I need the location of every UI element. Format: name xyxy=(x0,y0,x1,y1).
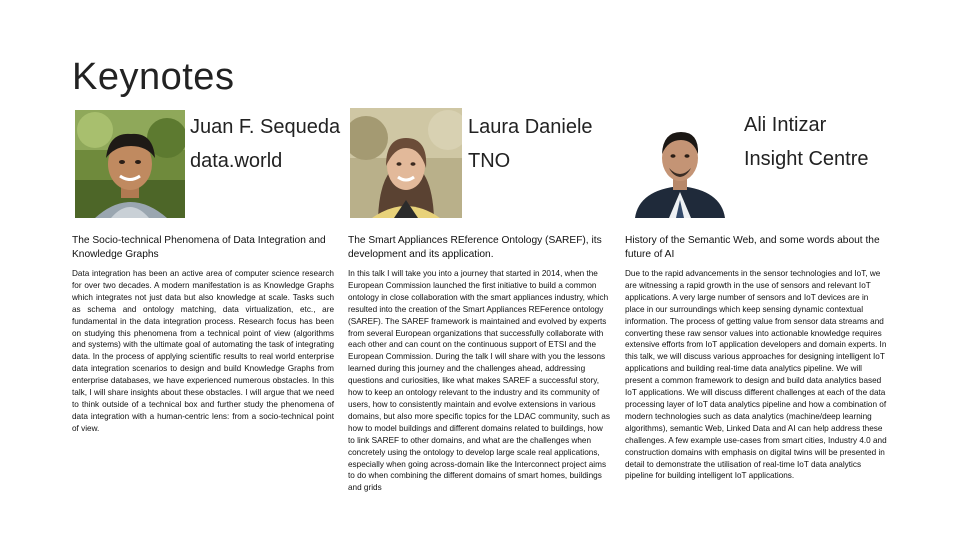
speaker-org-intizar: Insight Centre xyxy=(744,148,869,170)
speaker-name-intizar: Ali Intizar xyxy=(744,114,827,136)
portrait-photo-icon xyxy=(75,110,185,218)
speaker-photo-daniele xyxy=(350,108,462,218)
talk-abstract-daniele: In this talk I will take you into a journey that started in 2014, when the European Commission launched the first initiative to build a common ontology in close collaboration with the smart appliances industry, which resulted into the creation of the Smart Appliances REFerence ontology (SAREF). The SAREF framework is maintained and evolved by experts from several European organizations that successfully collaborate with each other and can count on the continuous support of ETSI and the European Commission. During the talk I will share with you the lessons learned during this journey and the challenges ahead, addressing questions and curiosities, like what makes SAREF a successful story, how to keep an ontology relevant to the industry and its community of users, how to consistently maintain and evolve extensions in various domains, but also more specific topics for the LDAC community, such as how to model buildings and different domains related to buildings, how to link SAREF to other domains, and what are the challenges when concretely using the ontology to develop large scale real applications, especially when going across-domain like the Interconnect project aims to do when combining the different domains of smart homes, buildings and grids xyxy=(348,269,610,493)
talk-title-daniele: The Smart Appliances REference Ontology (SAREF), its development and its application. xyxy=(348,235,602,260)
speaker-name-sequeda: Juan F. Sequeda xyxy=(190,116,341,138)
portrait-photo-icon xyxy=(350,108,462,218)
talk-abstract-intizar: Due to the rapid advancements in the sensor technologies and IoT, we are witnessing a rapid growth in the use of sensors and relevant IoT applications. A very large number of sensors and IoT devices are in place in our surroundings which keep sensing dynamic contextual information. The process of getting value from sensor data streams and converting these raw sensor values into actionable knowledge requires extensive efforts from IoT application developers and domain experts. In this talk, we will discuss various approaches for designing intelligent IoT applications and building real-time data analytics pipeline. We will present a common framework to design and build data analytics based IoT applications. We will discuss different challenges at each of the data processing layer of IoT data analytics pipeline and how a combination of modern technologies such as data analytics (machine/deep learning algorithms), semantic Web, Linked Data and AI can help address these challenges. A few example use-cases from smart cities, Industry 4.0 and construction domains with emphasis on digital twins will be presented in detail to demonstrate the utilisation of real-time IoT data analytics pipeline for building intelligent IoT applications. xyxy=(625,269,887,481)
talk-abstract-sequeda: Data integration has been an active area of computer science research for over two decades. A modern manifestation is as Knowledge Graphs which integrates not just data but also knowledge at scale. Tasks such as schema and ontology matching, data virtualization, etc., are fundamental in the data integration process. Research focus has been on studying this phenomena from a technical point of view (algorithms and systems) with the ultimate goal of automating the task of integrating data. In the process of applying scientific results to real world enterprise data integration scenarios to design and build Knowledge Graphs from enterprise databases, we have experienced numerous obstacles. In this talk, I will share insights about these obstacles. I will argue that we need to think outside of a technical box and further study the phenomena of data integration with a human-centric lens: from a socio-technical point of view. xyxy=(72,269,334,433)
portrait-photo-icon xyxy=(625,110,735,218)
speaker-org-sequeda: data.world xyxy=(190,150,283,172)
slide-title: Keynotes xyxy=(72,56,235,98)
speaker-org-daniele: TNO xyxy=(468,150,511,172)
speaker-photo-intizar xyxy=(625,110,735,218)
speaker-photo-sequeda xyxy=(75,110,185,218)
talk-title-intizar: History of the Semantic Web, and some words about the future of AI xyxy=(625,235,880,260)
speaker-name-daniele: Laura Daniele xyxy=(468,116,593,138)
talk-title-sequeda: The Socio-technical Phenomena of Data Integration and Knowledge Graphs xyxy=(72,235,326,260)
